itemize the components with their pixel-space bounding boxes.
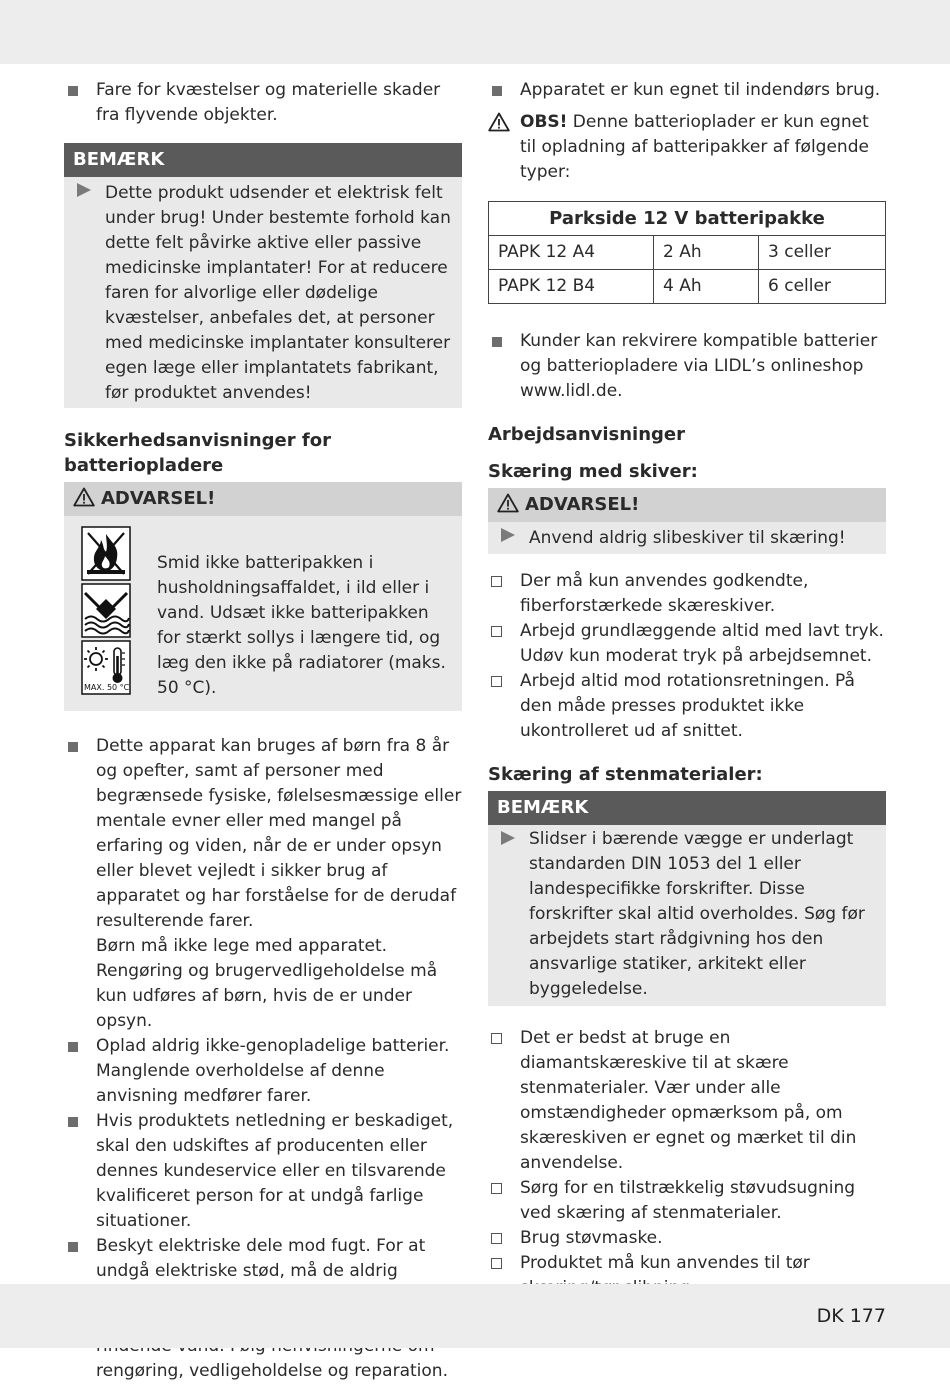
table-cell: 2 Ah [654,236,759,270]
list-item-text: Kunder kan rekvirere kompatible batterier og batteriopladere via LIDL’s onlineshop www.lidl.de. [520,331,878,401]
list-item [64,1109,462,1234]
warning-text: Smid ikke batteripakken i husholdningsaffaldet, i ild eller i vand. Udsæt ikke batteripakken for stærkt sollys i længere tid, og læg den ikke på radiatorer (maks. 50 °C). [157,553,446,698]
warning-title: ADVARSEL! [101,488,216,509]
warning-box [64,482,462,711]
list-item [488,1176,886,1226]
note-title: BEMÆRK [488,791,886,825]
list-item-text: Beskyt elektriske dele mod fugt. For at undgå elektriske stød, må de aldrig rengøring, vedligeholdelse og reparation. [96,1236,448,1381]
list-item-text: Oplad aldrig ikke-genopladelige batterier. Manglende overholdelse af denne anvisning medfører farer. [96,1036,450,1106]
section-heading: Arbejdsanvisninger [488,424,686,445]
list-item-text: Dette apparat kan bruges af børn fra 8 år og opefter, samt af personer med begrænsede fysiske, følelsesmæssige eller mentale evner eller med mangel på erfaring og viden, når de er under opsyn eller blevet vejledt i sikker brug af apparatet og har forståelse for de derudaf resulterende farer. Børn må ikke lege med apparatet. Rengøring og brugervedligeholdelse må kun udføres af børn, hvis de er under opsyn. [96,736,462,1031]
list-item [488,669,886,744]
obs-text: Denne batterioplader er kun egnet til opladning af batteripakker af følgende typer: [520,112,869,182]
list-item [488,619,886,669]
list-item-text: Arbejd grundlæggende altid med lavt tryk. Udøv kun moderat tryk på arbejdsemnet. [520,621,884,666]
checkbox-square-icon [491,1033,502,1044]
list-item [488,1226,886,1251]
checkbox-square-icon [491,1233,502,1244]
checkbox-list [488,1026,886,1301]
list-item-text: Hvis produktets netledning er beskadiget, skal den udskiftes af producenten eller dennes kundeservice eller en tilsvarende kvalificeret person for at undgå farlige situationer. [96,1111,454,1231]
temperature-label: MAX. 50 °C [84,683,130,692]
note-item [488,825,886,1002]
warning-title: ADVARSEL! [525,494,640,515]
warning-box [488,488,886,554]
fire-icon [81,526,131,581]
table-cell: PAPK 12 A4 [489,236,654,270]
checkbox-square-icon [491,626,502,637]
checkbox-square-icon [491,676,502,687]
warning-pictograms [81,526,133,701]
list-item-text: Det er bedst at bruge en diamantskæreskive til at skære stenmaterialer. Vær under alle omstændigheder opmærksom på, om skæreskiven er egnet og mærket til din anvendelse. [520,1028,857,1173]
list-item-text: Fare for kvæstelser og materielle skader fra flyvende objekter. [96,80,441,125]
note-item [64,177,462,406]
bullet-square-icon [492,86,502,96]
note-text: Dette produkt udsender et elektrisk felt under brug! Under bestemte forhold kan dette felt påvirke aktive eller passive medicinske implantater! For at reducere faren for alvorlige eller dødelige kvæstelser, anbefales det, at personer med medicinske implantater konsulterer egen læge eller implantatets fabrikant, før produktet anvendes! [105,183,451,403]
list-item-text: Der må kun anvendes godkendte, fiberforstærkede skæreskiver. [520,571,809,616]
table-cell: PAPK 12 B4 [489,270,654,304]
warning-triangle-icon [488,112,510,132]
list-item-text: Apparatet er kun egnet til indendørs brug. [520,80,881,100]
table-cell: 6 celler [759,270,886,304]
list-item-text: Sørg for en tilstrækkelig støvudsugning ved skæring af stenmaterialer. [520,1178,856,1223]
bullet-square-icon [492,337,502,347]
note-box [488,791,886,1006]
checkbox-list [488,569,886,744]
table-row [489,270,886,304]
bullet-square-icon [68,86,78,96]
warning-header [488,488,886,522]
table-header-row [489,202,886,236]
warning-body [64,516,462,711]
bullet-square-icon [68,1042,78,1052]
bullet-square-icon [68,1117,78,1127]
checkbox-square-icon [491,576,502,587]
bullet-square-icon [68,742,78,752]
list-item [488,569,886,619]
table-cell: 3 celler [759,236,886,270]
list-item [64,1034,462,1109]
checkbox-square-icon [491,1258,502,1269]
table-row [489,236,886,270]
table-header: Parkside 12 V batteripakke [489,202,886,236]
water-icon [81,583,131,638]
warning-header [64,482,462,516]
warning-triangle-icon [73,487,95,507]
checkbox-square-icon [491,1183,502,1194]
battery-table [488,201,886,304]
warning-triangle-icon [497,493,519,513]
note-title: BEMÆRK [64,143,462,177]
bullet-square-icon [68,1242,78,1252]
table-cell: 4 Ah [654,270,759,304]
page-number: DK 177 [816,1305,886,1327]
left-column [64,78,462,1384]
arrow-right-icon [77,183,91,197]
section-heading: Skæring med skiver: [488,461,698,482]
bottom-band [0,1284,950,1348]
list-item [488,1026,886,1176]
list-item [64,78,462,128]
arrow-right-icon [501,831,515,845]
obs-label: OBS! [520,112,568,132]
list-item [488,329,886,404]
list-item-text: Produktet må kun anvendes til tør [520,1253,810,1273]
arrow-right-icon [501,528,515,542]
top-band [0,0,950,64]
obs-note [488,110,886,185]
list-item [488,78,886,103]
right-column [488,78,886,1301]
section-heading: Sikkerhedsanvisninger for batteriopladere [64,430,331,476]
list-item-text: Brug støvmaske. [520,1228,663,1248]
list-item [64,734,462,1034]
section-heading: Skæring af stenmaterialer: [488,764,763,785]
warning-text: Anvend aldrig slibeskiver til skæring! [529,528,846,548]
list-item-text: Arbejd altid mod rotationsretningen. På den måde presses produktet ikke ukontrolleret ud af snittet. [520,671,855,741]
warning-item [488,522,886,554]
note-box [64,143,462,408]
note-text: Slidser i bærende vægge er underlagt standarden DIN 1053 del 1 eller landespecifikke forskrifter. Disse forskrifter skal altid overholdes. Søg før arbejdets start rådgivning hos den ansvarlige statiker, arkitekt eller byggeledelse. [529,829,865,999]
